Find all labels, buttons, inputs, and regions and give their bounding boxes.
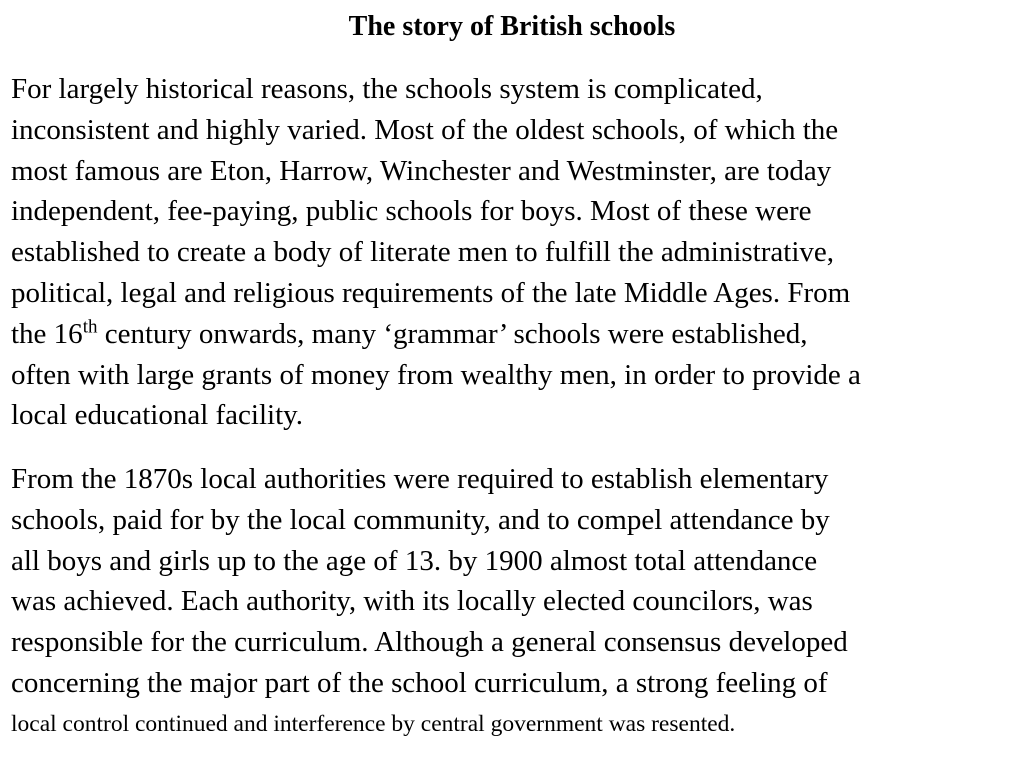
text-line: For largely historical reasons, the schools system is complicated, [11,73,763,105]
text-line: was achieved. Each authority, with its locally elected councilors, was [11,585,813,618]
paragraph-1 [11,69,861,436]
text-line [11,314,861,355]
text-line: independent, fee-paying, public schools for boys. Most of these were [11,195,812,228]
text-line: most famous are Eton, Harrow, Winchester and Westminster, are today [11,154,832,187]
text-line: responsible for the curriculum. Although a general consensus developed [11,626,848,659]
text-line: established to create a body of literate men to fulfill the administrative, [11,236,835,269]
document-title: The story of British schools [348,11,676,42]
paragraph-2 [11,459,848,745]
ordinal-superscript: th [82,316,98,338]
text-line: concerning the major part of the school curriculum, a strong feeling of [11,666,828,699]
text-line: all boys and girls up to the age of 13. by 1900 almost total attendance [11,544,818,577]
text-line: local control continued and interference by central government was resented. [11,710,736,737]
text-line: local educational facility. [11,399,304,432]
text-line: often with large grants of money from wealthy men, in order to provide a [11,358,861,391]
text-line: inconsistent and highly varied. Most of the oldest schools, of which the [11,113,839,146]
text-line: From the 1870s local authorities were required to establish elementary [11,463,829,495]
text-line: schools, paid for by the local community, and to compel attendance by [11,503,830,536]
text-segment: the 16 [11,317,83,350]
text-line: political, legal and religious requirements of the late Middle Ages. From [11,276,851,309]
text-segment: century onwards, many ‘grammar’ schools were established, [97,317,808,350]
